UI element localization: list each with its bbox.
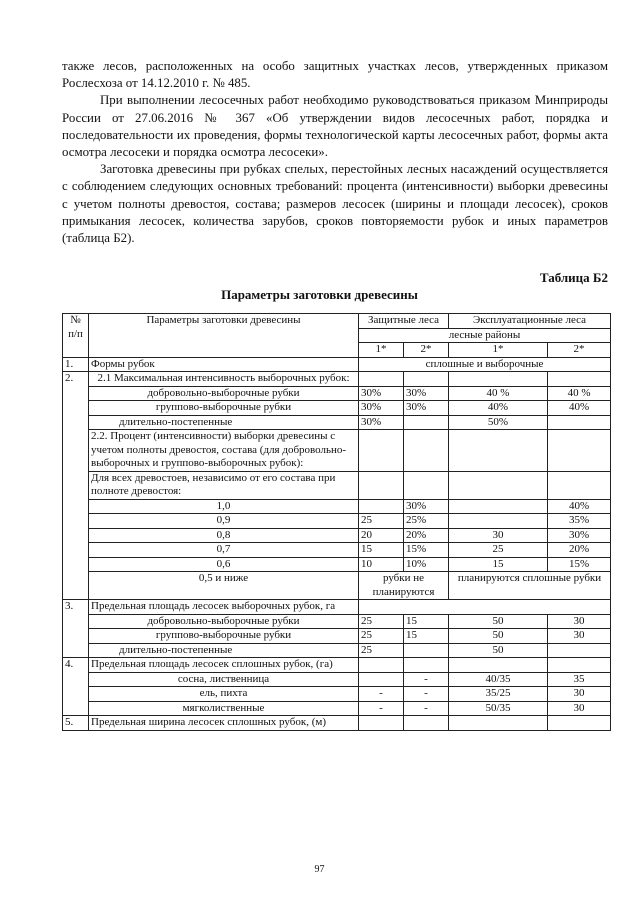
row-label: 0,8	[89, 528, 359, 543]
cell: 30	[548, 629, 611, 644]
cell: 30%	[548, 528, 611, 543]
cell: 25	[359, 614, 404, 629]
table-row	[63, 415, 611, 430]
row-label: 2.1 Максимальная интенсивность выборочных рубок:	[89, 372, 359, 387]
table-row	[63, 629, 611, 644]
cell: -	[404, 687, 449, 702]
cell: 50%	[449, 415, 548, 430]
cell: 50/35	[449, 701, 548, 716]
body-text	[62, 58, 608, 247]
row-label: сосна, лиственница	[89, 672, 359, 687]
row-label: 2.2. Процент (интенсивности) выборки древесины с учетом полноты древостоя, состава (для добровольно-выборочных и группово-выборочных рубок):	[89, 430, 359, 472]
cell: 25%	[404, 514, 449, 529]
cell: 40%	[548, 499, 611, 514]
table-row	[63, 600, 611, 615]
row-label: Предельная ширина лесосек сплошных рубок, (м)	[89, 716, 359, 731]
cell: 25	[359, 514, 404, 529]
cell: 30%	[404, 499, 449, 514]
cell: 25	[359, 643, 404, 658]
cell: 10	[359, 557, 404, 572]
cell: 30%	[404, 401, 449, 416]
row-label: 0,6	[89, 557, 359, 572]
row-label: 0,7	[89, 543, 359, 558]
row-label: мягколиственные	[89, 701, 359, 716]
cell: 25	[449, 543, 548, 558]
cell: 25	[359, 629, 404, 644]
cell: 50	[449, 643, 548, 658]
cell: 35	[548, 672, 611, 687]
cell: планируются сплошные рубки	[449, 572, 611, 600]
table-row	[63, 357, 611, 372]
cell: -	[404, 701, 449, 716]
header-num: № п/п	[63, 314, 89, 358]
cell: 20%	[548, 543, 611, 558]
cell: 10%	[404, 557, 449, 572]
cell: -	[359, 687, 404, 702]
table-header-row	[63, 314, 611, 329]
table-row	[63, 614, 611, 629]
header-region: 2*	[404, 343, 449, 358]
cell: 40 %	[548, 386, 611, 401]
table-row	[63, 372, 611, 387]
row-label: 0,5 и ниже	[89, 572, 359, 600]
paragraph-2: При выполнении лесосечных работ необходимо руководствоваться приказом Минприроды России от 27.06.2016 № 367 «Об утверждении видов лесосечных работ, порядка и последовательности их проведения, формы технологической карты лесосечных работ, формы акта осмотра лесосеки и порядка осмотра лесосеки».	[62, 93, 608, 160]
cell: рубки не планируются	[359, 572, 449, 600]
cell: 15	[404, 629, 449, 644]
cell: 40%	[449, 401, 548, 416]
cell: 50	[449, 614, 548, 629]
row-number: 2.	[63, 372, 89, 600]
table-row	[63, 658, 611, 673]
table-row	[63, 499, 611, 514]
table-row	[63, 716, 611, 731]
table-row	[63, 543, 611, 558]
table-row	[63, 386, 611, 401]
header-region: 2*	[548, 343, 611, 358]
row-label: 1,0	[89, 499, 359, 514]
table-row	[63, 471, 611, 499]
cell: 30	[449, 528, 548, 543]
row-number: 3.	[63, 600, 89, 658]
cell: 30	[548, 614, 611, 629]
header-params: Параметры заготовки древесины	[89, 314, 359, 358]
paragraph-3: Заготовка древесины при рубках спелых, перестойных лесных насаждений осуществляется с соблюдением следующих основных требований: процента (интенсивности) выборки древесины с учетом полноты древостоя, состава; размеров лесосек (ширины и площади лесосек), сроков примыкания лесосек, количества зарубов, сроков повторяемости рубок и иных параметров (таблица Б2).	[62, 162, 608, 246]
cell: 50	[449, 629, 548, 644]
cell: сплошные и выборочные	[359, 357, 611, 372]
paragraph-1: также лесов, расположенных на особо защитных участках лесов, утвержденных приказом Рослесхоза от 14.12.2010 г. № 485.	[62, 59, 608, 91]
row-label: Предельная площадь лесосек сплошных рубок, (га)	[89, 658, 359, 673]
row-label: ель, пихта	[89, 687, 359, 702]
cell: 30%	[404, 386, 449, 401]
table-row	[63, 672, 611, 687]
row-number: 1.	[63, 357, 89, 372]
row-label: добровольно-выборочные рубки	[89, 614, 359, 629]
row-label: длительно-постепенные	[89, 415, 359, 430]
table-row	[63, 643, 611, 658]
cell: 15	[359, 543, 404, 558]
table-row	[63, 572, 611, 600]
page-number: 97	[314, 864, 325, 875]
table-row	[63, 701, 611, 716]
table-row	[63, 528, 611, 543]
cell: 30	[548, 701, 611, 716]
cell: 30	[548, 687, 611, 702]
cell: 15%	[548, 557, 611, 572]
cell: 30%	[359, 415, 404, 430]
cell: 20	[359, 528, 404, 543]
cell: 40 %	[449, 386, 548, 401]
cell: 15%	[404, 543, 449, 558]
table-title: Параметры заготовки древесины	[221, 287, 418, 302]
cell: 15	[449, 557, 548, 572]
table-caption: Таблица Б2	[539, 270, 608, 285]
table-row	[63, 401, 611, 416]
cell: 35%	[548, 514, 611, 529]
table-row	[63, 687, 611, 702]
row-label: группово-выборочные рубки	[89, 401, 359, 416]
header-protective: Защитные леса	[359, 314, 449, 329]
header-region: 1*	[359, 343, 404, 358]
row-number: 4.	[63, 658, 89, 716]
cell: 35/25	[449, 687, 548, 702]
row-label: добровольно-выборочные рубки	[89, 386, 359, 401]
row-label: длительно-постепенные	[89, 643, 359, 658]
row-label: Формы рубок	[89, 357, 359, 372]
cell: 20%	[404, 528, 449, 543]
table-row	[63, 557, 611, 572]
row-label: группово-выборочные рубки	[89, 629, 359, 644]
cell: 30%	[359, 401, 404, 416]
cell: 15	[404, 614, 449, 629]
row-label: Для всех древостоев, независимо от его состава при полноте древостоя:	[89, 471, 359, 499]
cell: 30%	[359, 386, 404, 401]
row-label: Предельная площадь лесосек выборочных рубок, га	[89, 600, 359, 615]
cell: -	[404, 672, 449, 687]
cell: 40/35	[449, 672, 548, 687]
header-regions: лесные районы	[359, 328, 611, 343]
cell: 40%	[548, 401, 611, 416]
row-number: 5.	[63, 716, 89, 731]
parameters-table	[62, 313, 611, 731]
header-region: 1*	[449, 343, 548, 358]
row-label: 0,9	[89, 514, 359, 529]
header-exploitation: Эксплуатационные леса	[449, 314, 611, 329]
table-row	[63, 514, 611, 529]
table-row	[63, 430, 611, 472]
cell: -	[359, 701, 404, 716]
